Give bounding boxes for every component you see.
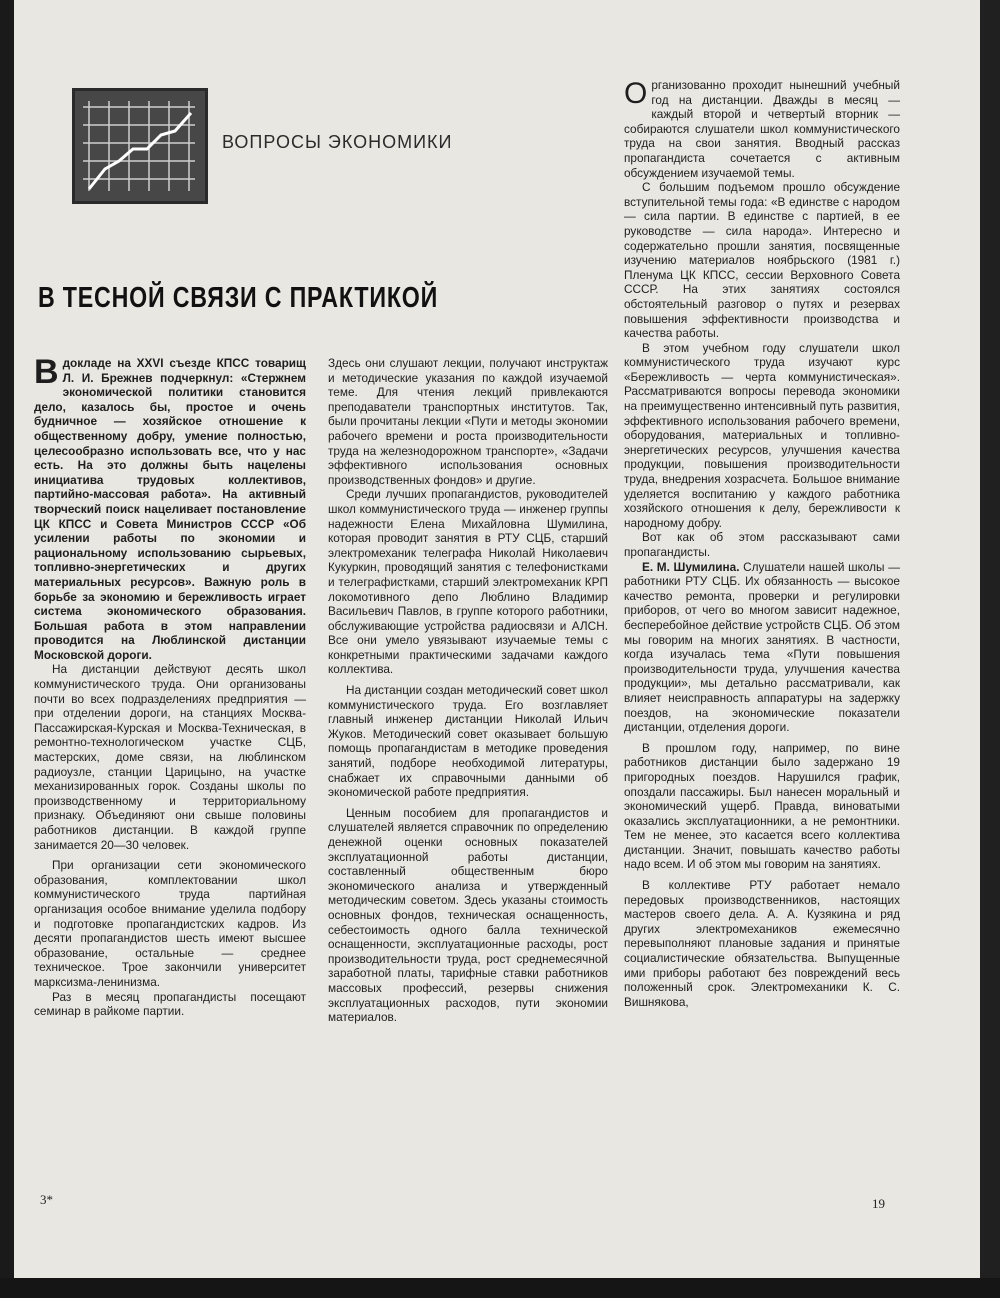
paragraph: При организации сети экономического образования, комплектовании школ коммунистического труда партийная организация особое внимание уделила подбору и подготовке пропагандистских кадров. Из десяти пропагандистов шесть имеют высшее образование, остальные — среднее техническое. Трое закончили университет марксизма-ленинизма. (34, 858, 306, 989)
rising-chart-icon (75, 91, 205, 201)
article-title: В ТЕСНОЙ СВЯЗИ С ПРАКТИКОЙ (38, 282, 439, 314)
drop-cap: В (34, 353, 59, 391)
speaker-name: Е. М. Шумилина. (642, 559, 740, 574)
paragraph: С большим подъемом прошло обсуждение вступительной темы года: «В единстве с народом — сила партии. В единстве с партией, в ее руководстве — сила народа». Интересно и содержательно прошли занятия, посвященные изучению материалов ноябрьского (1981 г.) Пленума ЦК КПСС, сессии Верховного Совета СССР. На этих занятиях состоялся обстоятельный разговор о путях и резервах повышения эффективности производства и качества работы. (624, 180, 900, 341)
paragraph-text: рганизованно проходит нынешний учебный год на дистанции. Дважды в месяц — каждый второй и четвертый вторник — собираются слушатели школ коммунистического труда на свои занятия. Вводный рассказ пропагандиста сочетается с активным обсуждением изучаемой темы. (624, 78, 900, 180)
page-number: 19 (872, 1196, 885, 1211)
lead-text: докладе на XXVI съезде КПСС товарищ Л. И. Брежнев подчеркнул: «Стержнем экономической политики становится дело, казалось бы, простое и очень будничное — хозяйское отношение к общественному добру, умение полностью, целесообразно использовать все, что у нас есть. На это должны быть нацелены инициатива трудовых коллективов, партийно-массовая работа». На активный творческий поиск нацеливает постановление ЦК КПСС и Совета Министров СССР «Об усилении работы по экономии и рациональному использованию сырьевых, топливно-энергетических и других материальных ресурсов». Важную роль в борьбе за экономию и бережливость играет система экономического образования. Большая работа в этом направлении проводится на Люблинской дистанции Московской дороги. (34, 356, 306, 662)
paragraph: Здесь они слушают лекции, получают инструктаж и методические указания по каждой изучаемой теме. Для чтения лекций привлекаются преподаватели транспортных институтов. Так, были прочитаны лекции «Пути и методы экономии рабочего времени и роста производительности труда на железнодорожном транспорте», «Задачи эффективного использования основных производственных фондов» и другие. (328, 356, 608, 487)
paragraph (624, 78, 900, 180)
paragraph: На дистанции действуют десять школ коммунистического труда. Они организованы почти во всех подразделениях предприятия — при отделении дороги, на станциях Москва-Пассажирская-Курская и Москва-Техническая, в ремонтно-технологическом участке СЦБ, мастерских, доме связи, на люблинском радиоузле, станции Царицыно, на участке механизированных горок. Созданы школы по производственному и территориальному признаку. Объединяют они свыше половины работников дистанции. В каждой группе занимается 20—30 человек. (34, 662, 306, 852)
paragraph: В коллективе РТУ работает немало передовых производственников, настоящих мастеров своего дела. А. А. Кузякина и ряд других электромехаников ежемесячно перевыполняют плановые задания и принятые социалистические обязательства. Выпущенные ими приборы работают без повреждений весь положенный срок. Электромеханики К. С. Вишнякова, (624, 878, 900, 1009)
section-rubric: ВОПРОСЫ ЭКОНОМИКИ (222, 132, 453, 152)
article-column-3 (624, 78, 900, 1009)
article-column-2 (328, 356, 608, 1025)
scan-edge-right (980, 0, 1000, 1298)
interview-paragraph (624, 560, 900, 735)
scan-edge-bottom (0, 1278, 1000, 1298)
paragraph: Раз в месяц пропагандисты посещают семинар в райкоме партии. (34, 989, 306, 1019)
drop-cap: О (624, 77, 648, 110)
lead-paragraph (34, 353, 306, 662)
article-column-1 (34, 353, 306, 1019)
magazine-page (14, 0, 980, 1278)
paragraph: В прошлом году, например, по вине работников дистанции было задержано 19 пригородных поездов. Нарушился график, опоздали пассажиры. Был нанесен моральный и экономический ущерб. Правда, виноватыми оказались эксплуатационники, а не ремонтники. Тем не менее, это касается всего коллектива дистанции. Значит, повышать качество работы надо всем. И об этом мы говорим на занятиях. (624, 740, 900, 872)
paragraph: Вот как об этом рассказывают сами пропагандисты. (624, 530, 900, 559)
signature-mark: 3* (40, 1192, 53, 1207)
paragraph: Среди лучших пропагандистов, руководителей школ коммунистического труда — инженер группы надежности Елена Михайловна Шумилина, которая проводит занятия в РТУ СЦБ, старший электромеханик телеграфа Николай Николаевич Кукуркин, проводящий занятия с телефонистками и телеграфистками, старший электромеханик КРП локомотивного депо Люблино Владимир Васильевич Павлов, в группе которого работники, обслуживающие устройства радиосвязи и АЛСН. Все они умело увязывают изучаемые темы с конкретными практическими задачами каждого коллектива. (328, 487, 608, 677)
section-logo (72, 88, 208, 204)
paragraph: На дистанции создан методический совет школ коммунистического труда. Его возглавляет главный инженер дистанции Николай Ильич Жуков. Методический совет оказывает большую помощь пропагандистам в методике проведения занятий, подборе необходимой литературы, снабжает их справочными данными об экономической работе предприятия. (328, 683, 608, 800)
paragraph: Ценным пособием для пропагандистов и слушателей является справочник по определению денежной оценки основных показателей эксплуатационной работы дистанции, составленный общественным бюро экономического анализа и утвержденный методическим советом. Здесь указаны стоимость основных фондов, техническая оснащенность, себестоимость одного балла технической оснащенности, эксплуатационные расходы, рост производительности труда, рост среднемесячной заработной платы, тарифные ставки работников массовых профессий, резервы снижения эксплуатационных расходов, пути экономии материалов. (328, 805, 608, 1025)
paragraph: В этом учебном году слушатели школ коммунистического труда изучают курс «Бережливость — черта коммунистическая». Рассматриваются вопросы перевода экономики на преимущественно интенсивный путь развития, эффективного использования рабочего времени, оборудования, материальных и топливно-энергетических ресурсов, улучшения качества продукции, повышения производительности труда, внедрения хозрасчета. Большое внимание уделяется воспитанию у каждого работника хозяйского отношения к делу, бережливости к народному добру. (624, 340, 900, 530)
paragraph-text: Слушатели нашей школы — работники РТУ СЦБ. Их обязанность — высокое качество ремонта, проверки и регулировки приборов, от чего во многом зависит надежное, бесперебойное действие устройств СЦБ. Об этом мы говорим на многих занятиях. В частности, когда изучалась тема «Пути повышения производительности труда, улучшения качества продукции», мы детально рассматривали, как влияет неисправность аппаратуры на задержку поездов, на экономические показатели дистанции, отделения дороги. (624, 559, 900, 735)
